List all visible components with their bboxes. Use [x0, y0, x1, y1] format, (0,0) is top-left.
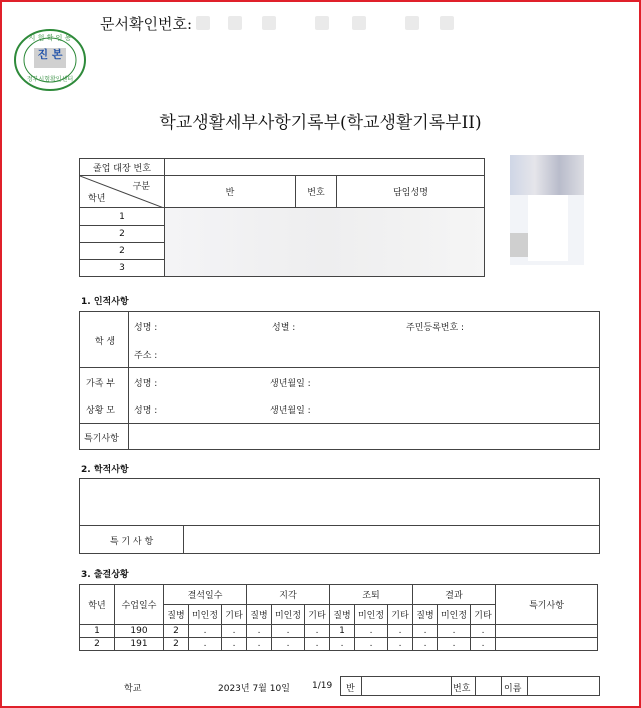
- attendance-table: [79, 584, 598, 651]
- class-info-table: [79, 158, 485, 277]
- student-photo: [510, 155, 584, 265]
- footer-class-label: 반: [346, 684, 355, 694]
- section2-title: 2. 학적사항: [81, 465, 129, 475]
- col-teacher: 담임성명: [337, 176, 485, 208]
- grad-number-label: 졸업 대장 번호: [80, 159, 165, 176]
- att-cell: .: [189, 638, 222, 651]
- grad-number-value: [165, 159, 485, 176]
- personal-special-label: 특기사항: [84, 434, 119, 444]
- row-grade: 2: [80, 226, 165, 243]
- att-days-header: 수업일수: [115, 585, 164, 625]
- diagonal-header: [80, 176, 165, 208]
- gender-label: 성별 :: [272, 323, 296, 333]
- redacted-doc-number: [196, 16, 210, 30]
- col-number: 번호: [296, 176, 337, 208]
- redacted-class-rows: [165, 208, 485, 277]
- row-grade: 3: [80, 260, 165, 277]
- att-cell: .: [330, 638, 355, 651]
- att-sub-header: 기타: [471, 605, 496, 625]
- col-class: 반: [165, 176, 296, 208]
- att-row-grade: 1: [80, 625, 115, 638]
- att-cell: 2: [164, 625, 189, 638]
- att-sub-header: 기타: [222, 605, 247, 625]
- att-group-header: 결석일수: [164, 585, 247, 605]
- redacted-doc-number: [405, 16, 419, 30]
- mother-birth-label: 생년월일 :: [270, 406, 311, 416]
- att-cell: .: [222, 625, 247, 638]
- personal-info-box: [79, 311, 600, 450]
- att-cell: .: [438, 638, 471, 651]
- row-grade: 2: [80, 243, 165, 260]
- att-cell: .: [388, 638, 413, 651]
- att-cell: .: [355, 625, 388, 638]
- att-sub-header: 질병: [247, 605, 272, 625]
- att-sub-header: 질병: [413, 605, 438, 625]
- section1-title: 1. 인적사항: [81, 297, 129, 307]
- family-mother-label: 상황 모: [86, 406, 115, 416]
- att-cell: .: [247, 638, 272, 651]
- att-cell: 2: [164, 638, 189, 651]
- att-special-header: 특기사항: [496, 585, 598, 625]
- att-group-header: 결과: [413, 585, 496, 605]
- footer-number-label: 번호: [453, 684, 471, 694]
- att-row-days: 190: [115, 625, 164, 638]
- family-father-label: 가족 부: [86, 379, 115, 389]
- att-sub-header: 미인정: [189, 605, 222, 625]
- student-label: 학 생: [94, 337, 116, 347]
- page-title: 학교생활세부사항기록부(학교생활기록부II): [159, 113, 482, 133]
- att-group-header: 지각: [247, 585, 330, 605]
- att-cell: .: [272, 638, 305, 651]
- att-cell: .: [355, 638, 388, 651]
- diag-top-label: 구분: [132, 182, 150, 192]
- redacted-doc-number: [228, 16, 242, 30]
- att-cell: .: [222, 638, 247, 651]
- seal-top-text: 시 험 확 인 용: [28, 34, 72, 42]
- att-sub-header: 미인정: [272, 605, 305, 625]
- father-name-label: 성명 :: [134, 379, 158, 389]
- att-group-header: 조퇴: [330, 585, 413, 605]
- att-row-grade: 2: [80, 638, 115, 651]
- diag-bottom-label: 학년: [88, 194, 106, 204]
- att-cell: .: [471, 638, 496, 651]
- att-row-days: 191: [115, 638, 164, 651]
- att-cell: .: [305, 625, 330, 638]
- att-row-special: [496, 638, 598, 651]
- section3-title: 3. 출결상황: [81, 570, 129, 580]
- att-sub-header: 질병: [164, 605, 189, 625]
- school-record-box: [79, 478, 600, 554]
- mother-name-label: 성명 :: [134, 406, 158, 416]
- footer-date: 2023년 7월 10일: [218, 684, 290, 694]
- att-cell: .: [413, 638, 438, 651]
- att-cell: .: [471, 625, 496, 638]
- footer-page: 1/19: [312, 681, 333, 691]
- row-grade: 1: [80, 208, 165, 226]
- att-sub-header: 질병: [330, 605, 355, 625]
- att-cell: .: [272, 625, 305, 638]
- att-cell: 1: [330, 625, 355, 638]
- rrn-label: 주민등록번호 :: [406, 323, 465, 333]
- redacted-doc-number: [440, 16, 454, 30]
- redacted-doc-number: [262, 16, 276, 30]
- att-sub-header: 기타: [388, 605, 413, 625]
- address-label: 주소 :: [134, 351, 158, 361]
- seal-bottom-text: 정부시험확인센터: [26, 76, 74, 83]
- student-name-label: 성명 :: [134, 323, 158, 333]
- att-cell: .: [438, 625, 471, 638]
- att-grade-header: 학년: [80, 585, 115, 625]
- footer-school: 학교: [124, 684, 142, 694]
- doc-number-label: 문서확인번호:: [100, 15, 192, 33]
- att-cell: .: [305, 638, 330, 651]
- redacted-doc-number: [315, 16, 329, 30]
- footer-name-label: 이름: [504, 684, 522, 694]
- att-row-special: [496, 625, 598, 638]
- footer-id-box: [340, 676, 600, 696]
- father-birth-label: 생년월일 :: [270, 379, 311, 389]
- att-cell: .: [388, 625, 413, 638]
- att-cell: .: [189, 625, 222, 638]
- att-sub-header: 미인정: [355, 605, 388, 625]
- seal-center-text: 진 본: [37, 48, 63, 61]
- record-special-label: 특 기 사 항: [109, 537, 154, 547]
- att-cell: .: [413, 625, 438, 638]
- att-cell: .: [247, 625, 272, 638]
- att-sub-header: 미인정: [438, 605, 471, 625]
- redacted-doc-number: [352, 16, 366, 30]
- att-sub-header: 기타: [305, 605, 330, 625]
